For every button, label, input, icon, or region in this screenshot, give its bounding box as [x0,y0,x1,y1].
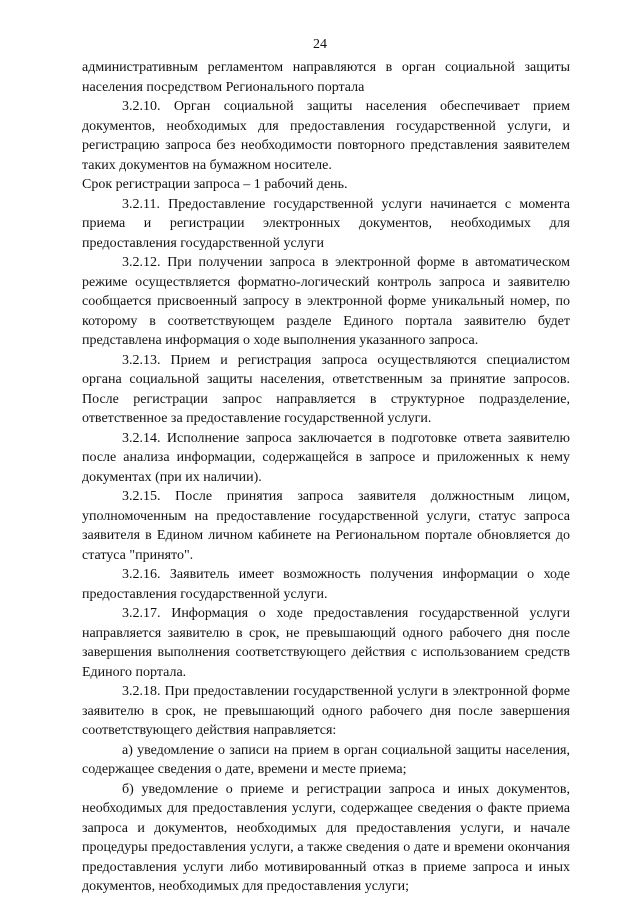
paragraph-3-2-17: 3.2.17. Информация о ходе предоставления государственной услуги направляется заявителю в срок, не превышающий одного рабочего дня после завершения выполнения соответствующего действия с использованием средств Единого портала. [82,606,570,680]
paragraph-3-2-11: 3.2.11. Предоставление государственной услуги начинается с момента приема и регистрации электронных документов, необходимых для предоставления государственной услуги [82,196,570,251]
paragraph-item-a: а) уведомление о записи на прием в орган социальной защиты населения, содержащее сведения о дате, времени и месте приема; [82,742,570,777]
paragraph-continuation: административным регламентом направляются в орган социальной защиты населения посредством Регионального портала [82,60,570,95]
paragraph-item-b: б) уведомление о приеме и регистрации запроса и иных документов, необходимых для предоставления услуги, содержащее сведения о факте приема запроса и документов, необходимых для предоставления услуги, и начале процедуры предоставления услуги, а также сведения о дате и времени окончания предоставления услуги либо мотивированный отказ в приеме запроса и иных документов, необходимых для предоставления услуги; [82,781,570,894]
page-number: 24 [313,37,327,52]
paragraph-3-2-13: 3.2.13. Прием и регистрация запроса осуществляются специалистом органа социальной защиты населения, ответственным за принятие запросов. После регистрации запрос направляется в структурное подразделение, ответственное за предоставление государственной услуги. [82,352,570,426]
paragraph-3-2-15: 3.2.15. После принятия запроса заявителя должностным лицом, уполномоченным на предоставление государственной услуги, статус запроса заявителя в Едином личном кабинете на Региональном портале обновляется до статуса "принято". [82,489,570,563]
paragraph-3-2-10: 3.2.10. Орган социальной защиты населения обеспечивает прием документов, необходимых для предоставления государственной услуги, и регистрацию запроса без необходимости повторного представления заявителем таких документов на бумажном носителе. [82,99,570,173]
paragraph-registration-term: Срок регистрации запроса – 1 рабочий день. [82,177,348,192]
paragraph-3-2-12: 3.2.12. При получении запроса в электронной форме в автоматическом режиме осуществляется форматно-логический контроль запроса и заявителю сообщается присвоенный запросу в электронной форме уникальный номер, по которому в соответствующем разделе Единого портала заявителю будет представлена информация о ходе выполнения указанного запроса. [82,255,570,348]
paragraph-3-2-18: 3.2.18. При предоставлении государственной услуги в электронной форме заявителю в срок, не превышающий одного рабочего дня после завершения соответствующего действия направляется: [82,684,570,738]
paragraph-3-2-16: 3.2.16. Заявитель имеет возможность получения информации о ходе предоставления государственной услуги. [82,567,570,602]
paragraph-3-2-14: 3.2.14. Исполнение запроса заключается в подготовке ответа заявителю после анализа информации, содержащейся в запросе и приложенных к нему документах (при их наличии). [82,430,570,485]
document-body [82,58,570,897]
